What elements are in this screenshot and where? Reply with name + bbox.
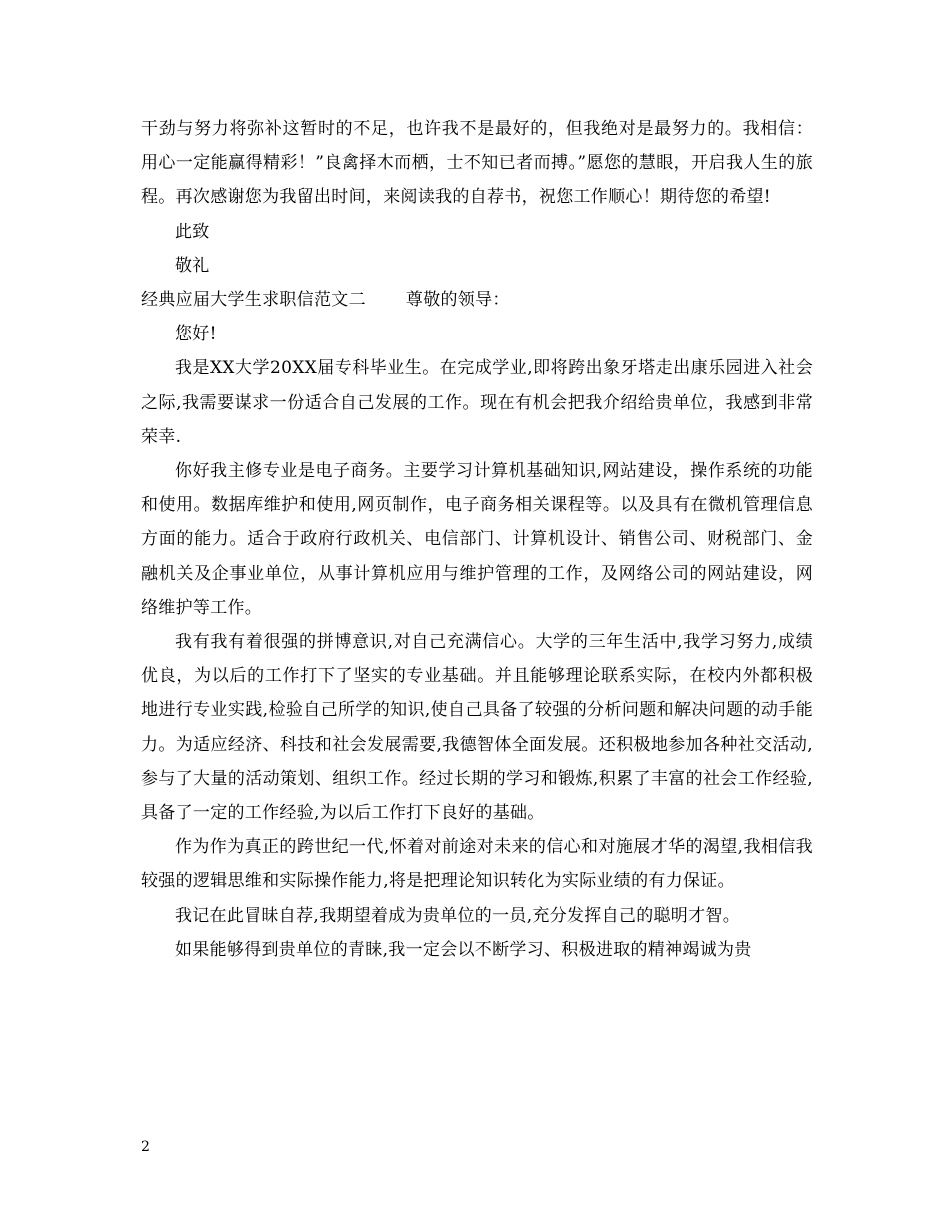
closing-line-2: 敬礼 (175, 255, 210, 276)
section-title: 经典应届大学生求职信范文二 (141, 290, 366, 311)
body-paragraph-2: 你好我主修专业是电子商务。主要学习计算机基础知识,网站建设，操作系统的功能和使用。数据库维护和使用,网页制作，电子商务相关课程等。以及具有在微机管理信息方面的能力。适合于政府行政机关、电信部门、计算机设计、销售公司、财税部门、金融机关及企事业单位，从事计算机应用与维护管理的工作，及网络公司的网站建设，网络维护等工作。 (141, 461, 813, 618)
body-paragraph-5: 我记在此冒昧自荐,我期望着成为贵单位的一员,充分发挥自己的聪明才智。 (175, 905, 741, 926)
continuation-paragraph: 干劲与努力将弥补这暂时的不足，也许我不是最好的，但我绝对是最努力的。我相信：用心一定能赢得精彩！”良禽择木而栖，士不知已者而搏。”愿您的慧眼，开启我人生的旅程。再次感谢您为我留出时间，来阅读我的自荐书，祝您工作顺心！期待您的希望! (141, 119, 813, 208)
page-number: 2 (141, 1139, 150, 1155)
greeting: 您好! (175, 324, 217, 345)
closing-line-1: 此致 (175, 221, 210, 242)
body-paragraph-4: 作为作为真正的跨世纪一代,怀着对前途对未来的信心和对施展才华的渴望,我相信我较强的逻辑思维和实际操作能力,将是把理论知识转化为实际业绩的有力保证。 (141, 837, 813, 892)
salutation: 尊敬的领导： (405, 290, 510, 311)
document-body (141, 112, 813, 967)
body-paragraph-6: 如果能够得到贵单位的青睐,我一定会以不断学习、积极进取的精神竭诚为贵 (175, 939, 752, 960)
body-paragraph-3: 我有我有着很强的拼博意识,对自己充满信心。大学的三年生活中,我学习努力,成绩优良，为以后的工作打下了坚实的专业基础。并且能够理论联系实际，在校内外都积极地进行专业实践,检验自己所学的知识,使自己具备了较强的分析问题和解决问题的动手能力。为适应经济、科技和社会发展需要,我德智体全面发展。还积极地参加各种社交活动,参与了大量的活动策划、组织工作。经过长期的学习和锻炼,积累了丰富的社会工作经验,具备了一定的工作经验,为以后工作打下良好的基础。 (141, 632, 813, 824)
section-heading-line (141, 283, 813, 317)
body-paragraph-1: 我是XX大学20XX届专科毕业生。在完成学业,即将跨出象牙塔走出康乐园进入社会之际,我需要谋求一份适合自己发展的工作。现在有机会把我介绍给贵单位，我感到非常荣幸. (141, 358, 813, 447)
